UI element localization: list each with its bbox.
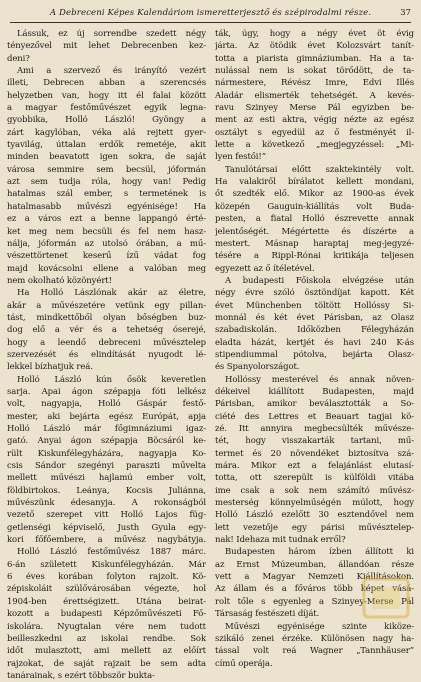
right-column-line: tással volt reá Wagner „Tannhäuser”	[215, 646, 414, 657]
left-column-line: tanárainak, s ezért többször bukta-	[7, 670, 155, 681]
right-column-line: évet Münchenben töltött Hollóssy Si-	[215, 300, 414, 311]
left-column-line: hatalmasabb művészi egyénisége! Ha	[7, 201, 206, 212]
right-column-line: Ha valakiről bírálatot kellett mondani,	[215, 177, 414, 188]
running-header	[10, 6, 411, 23]
left-column-line: 6 éves korában folyton rajzolt. Kö-	[7, 572, 206, 583]
left-column-line: rült Kiskunfélegyházára, nagyapja Ko-	[7, 448, 206, 459]
right-column-line: szikáló zenei érzéke. Különösen nagy ha-	[215, 633, 414, 644]
left-column-line: lekkel bízhatjuk reá.	[7, 362, 93, 373]
page-number: 37	[400, 8, 411, 18]
right-column-line: ciété des Lettres et Beauart tagjai kö-	[215, 411, 414, 422]
left-column-line: Lássuk, ez új sorrendbe szedett négy	[17, 29, 206, 39]
right-column-line: vett a Magyar Nemzeti Kiállításokon.	[215, 572, 414, 583]
right-column-line: egyezett az ő ítéletével.	[215, 263, 315, 274]
left-column-line: vészettörtenet keserű ízű vádat fog	[7, 251, 206, 262]
right-column-line: ment az esti aktra, végig nézte az egész	[215, 115, 414, 126]
right-column-line: Az állam és a főváros több képet vásá-	[215, 584, 414, 595]
left-column-line: majd kovácsolni ellene a valóban meg	[7, 263, 206, 274]
left-column-line: azt sem tudja róla, hogy van! Pedig	[7, 177, 206, 188]
right-column-line: Budapesten három ízben állított ki	[225, 547, 414, 558]
left-column-line: zépiskoláit szülővárosában végezte, hol	[7, 584, 206, 595]
left-column-line: tényezővel mit lehet Debrecenben kez-	[7, 41, 206, 52]
right-column-line: Párisban, amikor beválasztották a So-	[215, 399, 414, 410]
right-column-line: nármestere, Révész Imre, Edvi Illés	[215, 78, 414, 89]
right-column-line: totta, ott szerepült is külföldi vitába	[215, 473, 414, 484]
left-column-line: időt mulasztott, ami mellett az előírt	[7, 646, 206, 657]
left-column-line: minden beavatott igen sokra, de saját	[7, 152, 206, 163]
left-column-line: tást, mindkettőből olyan bőségben buz-	[7, 312, 206, 323]
left-column-line: akár a művészetére vetünk egy pillan-	[7, 300, 206, 311]
left-column-line: beilleszkedni az iskolai rendbe. Sok	[7, 633, 206, 644]
left-column-line: ket meg nem becsüli és fel nem hasz-	[7, 226, 206, 237]
right-column-line: Aladár elismerték tehetségét. A kevés-	[215, 90, 414, 101]
left-column-line: sarja. Apai ágon szépapja fóti lelkész	[7, 386, 206, 397]
right-column-line: nak! Idehaza mit tudnak erről?	[215, 535, 346, 546]
left-column-line: gyobbika, Holló László! Gyöngy a	[7, 115, 206, 126]
right-column-line: eladta házát, kertjét és havi 240 K-ás	[215, 337, 414, 348]
right-column-line: tét, hogy visszakarták tartani, mű-	[215, 436, 414, 447]
right-column-line: monnál és két évet Párisban, az Olasz	[215, 312, 414, 323]
right-column-line: négy évre szóló ösztöndíjat kapott. Két	[215, 288, 414, 299]
left-column-line: ez a város ezt a benne lappangó érté-	[7, 214, 206, 225]
left-column-line: iskolára. Nyugtalan vére nem tudott	[7, 621, 206, 632]
left-column-line: kori főfőembere, a művész nagybátyja.	[7, 535, 206, 546]
right-column-line: című operája.	[215, 658, 273, 669]
left-column-line: tyavilág, úttalan erdők remetéje, akit	[7, 140, 206, 151]
right-column-line: A budapesti Főiskola elvégzése után	[225, 275, 414, 286]
right-column-line: osztályt s egyedül az ő festményét il-	[215, 127, 414, 138]
left-column-line: illeti, Debrecen abban a szerencsés	[7, 78, 206, 89]
right-column-line: jelentőségét. Mégértette és díszérte a	[215, 226, 414, 237]
left-column-line: nem okolható közönyért!	[7, 275, 112, 286]
left-column-line: mester, aki bejárta egész Európát, apja	[7, 411, 206, 422]
right-column-line: őt szedték elő. Mikor az 1900-as évek	[215, 189, 414, 200]
right-column-line: szabadiskolán. Időközben Félegyházán	[215, 325, 414, 336]
right-column-line: rolt tőle s egyenleg a Szinyey-Merse Pál	[215, 596, 414, 607]
right-column-line: stipendiummal pótolva, bejárta Olasz-	[215, 349, 414, 360]
left-column-line: a magyar festőművészet egyik legna-	[7, 103, 206, 114]
right-column-line: ime csak a sok nem számító művész-	[215, 485, 414, 496]
left-column-line: városa semmire sem becsül, jóformán	[7, 164, 206, 175]
left-column-line: Holló László festőművész 1887 márc.	[17, 547, 206, 558]
left-column-line: Holló László már főgimnáziumi igaz-	[7, 424, 206, 434]
right-column-line: közepén Gauguin-kiállítás volt Buda-	[215, 201, 414, 212]
left-column-line: getlenségi képviselő, Justh Gyula egy-	[7, 522, 206, 533]
left-column-line: kozott a budapesti Képzőművészeti Fő-	[7, 609, 206, 620]
header-title: A Debreceni Képes Kalendáriom ismeretterjesztő és szépirodalmi része.	[49, 8, 372, 18]
right-column-line: nulással nem is sokat törődött, de ta-	[215, 66, 414, 77]
left-column-line: helyzetben van, hogy itt él falai között	[7, 90, 206, 101]
library-stamp-icon	[360, 575, 412, 621]
left-column	[7, 28, 206, 682]
left-column-line: nálja, jóformán az utolsó órában, a mű-	[7, 238, 206, 249]
left-column-line: volt, nagyapja, Holló Gáspár festő-	[7, 399, 206, 410]
right-column-line: mesterség könnyelműségén múlott, hogy	[215, 498, 414, 509]
left-column-line: művészünk édesanyja. A rokonságból	[7, 498, 206, 509]
right-column-line: és Spanyolországot.	[215, 362, 300, 373]
right-column-line: zé. Itt annyira megbecsülték művésze-	[215, 424, 414, 434]
right-column-line: termet és 20 növendéket biztosítva szá-	[215, 448, 414, 459]
right-column-line: mára. Mikor ezt a felajánlást elutasí-	[215, 461, 414, 472]
left-column-line: Holló László kún ősök keveretlen	[17, 374, 206, 385]
right-column-line: lette a következő „megjegyzéssel: „Mi-	[215, 140, 414, 151]
left-column-line: vezető szerepet vitt Holló Lajos füg-	[7, 510, 206, 521]
left-column-line: szervezését és elindítását nyugodt lé-	[7, 349, 206, 360]
right-column-line: lyen festői!”	[215, 152, 266, 163]
right-column-line: Holló László ezelőtt 30 esztendővel nem	[215, 510, 414, 521]
left-column-line: rajzokat, de saját rajzait be sem adta	[7, 658, 206, 669]
right-column-line: járta. Az ötödik évet Kolozsvárt tanít-	[215, 41, 414, 52]
right-column-line: Társaság festészeti díját.	[215, 609, 320, 620]
right-column-line: az Ernst Múzeumban, állandóan része	[215, 559, 414, 570]
left-column-line: hogy a leendő debreceni művésztelep	[7, 337, 206, 348]
right-column-line: tésére a Rippl-Rónai kritikája teljesen	[215, 251, 414, 262]
right-column-line: ravu Szinyey Merse Pál egyizben be-	[215, 103, 414, 114]
left-column-line: zárt kagylóban, véka alá rejtett gyer-	[7, 127, 206, 138]
right-column-line: Hollóssy mesterével és annak növen-	[225, 374, 414, 385]
right-column-line: Tanulótársai előtt szaktekintély volt.	[225, 164, 414, 175]
right-column-line: ták, úgy, hogy a négy évet öt évig	[215, 29, 414, 39]
left-column-line: Ami a szervező és irányító vezért	[17, 66, 206, 77]
left-column-line: 1904-ben érettségizett. Utána beirat-	[7, 596, 206, 607]
right-column-line: Művészi egyénisége szinte kiköze-	[225, 621, 414, 632]
left-column-line: földbirtokos. Leánya, Kocsis Juliánna,	[7, 485, 206, 496]
right-column-line: mestert. Másnap haraptaj meg-jegyzé-	[215, 238, 414, 249]
right-column-line: totta a piarista gimnáziumban. Ha a ta-	[215, 53, 414, 64]
right-column	[215, 28, 414, 670]
left-column-line: 6-án született Kiskunfélegyházán. Már	[7, 559, 206, 570]
right-column-line: lett vezetője egy párisi művésztelep-	[215, 522, 414, 533]
left-column-line: gató. Anyai ágon szépapja Böcsáról ke-	[7, 436, 206, 447]
left-column-line: mellett művészi hajlamú ember volt,	[7, 473, 206, 484]
right-column-line: dékeivel kiállított Budapesten, majd	[215, 386, 414, 397]
left-column-line: Ha Holló Lászlónak akár az életre,	[17, 288, 206, 299]
left-column-line: dog elő a vér és a tehetség óserejé,	[7, 325, 206, 336]
left-column-line: deni?	[7, 53, 30, 64]
left-column-line: csis Sándor szegényi paraszti művelta	[7, 461, 206, 472]
left-column-line: hatalmas szál ember, s termetének is	[7, 189, 206, 200]
right-column-line: pesten, a fiatal Holló észrevette annak	[215, 214, 414, 225]
